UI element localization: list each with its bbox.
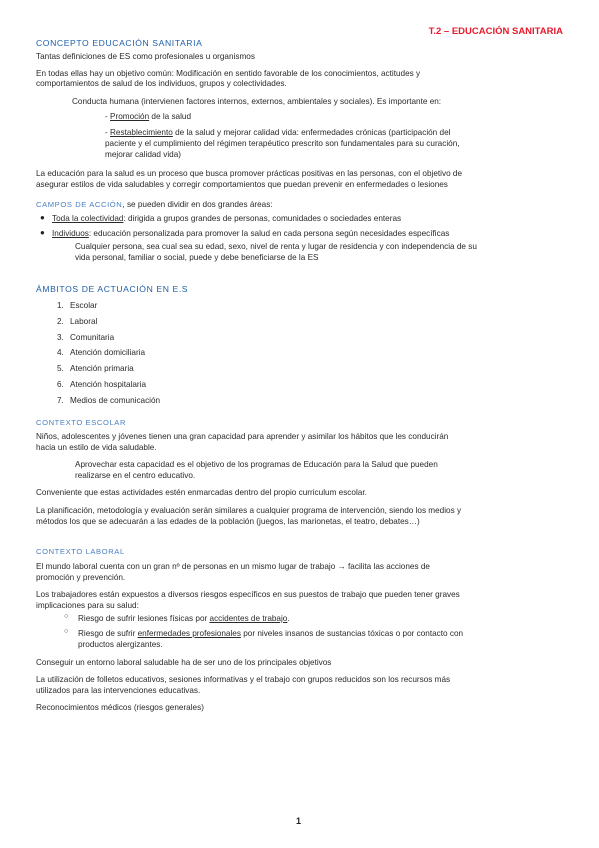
text: por niveles insanos de sustancias tóxicas o por contacto con [240,629,464,638]
text: Riesgo de sufrir lesiones físicas por [78,614,210,623]
text: Riesgo de sufrir [78,629,138,638]
sub-paragraph: vida personal, familiar o social, puede y debe beneficiarse de la ES [75,253,319,262]
ambito-item: Atención domiciliaria [70,348,146,358]
text: de la salud y mejorar calidad vida: enfermedades crónicas (participación del [172,128,451,137]
text: de la salud [149,112,192,121]
campos-intro [36,200,273,211]
underlined-term: Promoción [110,112,150,121]
paragraph: hacia un estilo de vida saludable. [36,443,157,452]
paragraph: utilizados para las intervenciones educativas. [36,686,201,695]
underlined-term: enfermedades profesionales [137,629,241,638]
ambito-item: Atención hospitalaria [70,380,147,389]
list-number: 4. [57,348,64,358]
risk-item-accidentes [78,614,290,625]
list-item-continuation: mejorar calidad vida) [105,150,181,159]
underlined-term: Restablecimiento [110,128,173,137]
bullet-item-individuos [52,229,449,240]
text: , se pueden dividir en dos grandes áreas: [122,200,273,209]
list-number: 1. [57,301,64,310]
paragraph: La utilización de folletos educativos, sesiones informativas y el trabajo con grupos reducidos son los recursos más [36,675,451,684]
paragraph: Conseguir un entorno laboral saludable ha de ser uno de los principales objetivos [36,658,332,667]
list-item-promocion [105,112,191,123]
risk-item-enfermedades [78,629,463,640]
list-item-continuation: paciente y el cumplimiento del régimen terapéutico prescrito son fundamentales para su curación, [105,139,460,148]
paragraph: Reconocimientos médicos (riesgos generales) [36,703,204,712]
list-number: 3. [57,332,64,342]
underlined-term: accidentes de trabajo [209,614,288,623]
list-number: 5. [57,364,64,374]
dash: - [105,112,111,121]
circle-bullet-icon: ○ [64,613,69,620]
dash: - [105,128,111,137]
paragraph: Tantas definiciones de ES como profesionales u organismos [36,52,255,61]
ambito-item: Atención primaria [70,364,134,374]
paragraph: Los trabajadores están expuestos a diversos riesgos específicos en sus puestos de trabajo que pueden tener graves [36,590,460,599]
paragraph: implicaciones para su salud: [36,601,139,610]
risk-item-continuation: productos alergizantes. [78,640,163,649]
section-heading-laboral: CONTEXTO LABORAL [36,547,125,556]
list-item-restablecimiento [105,128,450,139]
text: . [287,614,290,623]
text: : educación personalizada para promover la salud en cada persona según necesidades específicas [88,229,450,238]
paragraph: promoción y prevención. [36,573,126,582]
list-number: 7. [57,395,64,405]
section-heading-campos: CAMPOS DE ACCIÓN [36,200,123,209]
paragraph: En todas ellas hay un objetivo común: Modificación en sentido favorable de los conocimientos, actitudes y [36,69,421,78]
section-heading-ambitos: ÁMBITOS DE ACTUACIÓN EN E.S [36,284,189,294]
paragraph: Conveniente que estas actividades estén enmarcadas dentro del propio curriculum escolar. [36,488,367,497]
paragraph-indented: Aprovechar esta capacidad es el objetivo de los programas de Educación para la Salud que pueden [75,460,438,469]
list-number: 2. [57,316,64,326]
bullet-icon: ● [40,213,45,222]
paragraph: La educación para la salud es un proceso que busca promover prácticas positivas en las personas, con el objetivo de [36,169,463,178]
circle-bullet-icon: ○ [64,628,69,635]
paragraph: métodos los que se adecuarán a las edades de la población (juegos, las marionetas, el teatro, debates…) [36,517,420,526]
text: : dirigida a grupos grandes de personas, comunidades o sociedades enteras [123,214,402,223]
page-number: 1 [296,816,302,826]
bullet-item-colectividad [52,214,401,225]
paragraph: Niños, adolescentes y jóvenes tienen una gran capacidad para aprender y asimilar los hábitos que les conducirán [36,432,449,441]
paragraph-indented: Conducta humana (intervienen factores internos, externos, ambientales y sociales). Es importante en: [72,97,442,106]
paragraph: La planificación, metodología y evaluación serán similares a cualquier programa de intervención, siendo los medios y [36,506,462,515]
section-heading-concepto: CONCEPTO EDUCACIÓN SANITARIA [36,38,203,48]
paragraph-indented: realizarse en el centro educativo. [75,471,196,480]
paragraph: El mundo laboral cuenta con un gran nº de personas en un mismo lugar de trabajo → facilita las acciones de [36,562,430,571]
ambito-item: Comunitaria [70,332,115,342]
ambito-item: Escolar [70,301,98,310]
ambito-item: Laboral [70,316,98,326]
section-heading-escolar: CONTEXTO ESCOLAR [36,418,127,427]
paragraph: comportamientos de salud de los individuos, grupos y colectividades. [36,79,287,88]
paragraph: asegurar estilos de vida saludables y corregir comportamientos que puedan prevenir en enfermedades o lesiones [36,180,448,189]
bullet-icon: ● [40,228,45,237]
document-title: T.2 – EDUCACIÓN SANITARIA [428,26,563,37]
sub-paragraph: Cualquier persona, sea cual sea su edad, sexo, nivel de renta y lugar de residencia y con independencia de su [75,242,477,251]
list-number: 6. [57,380,64,389]
ambito-item: Medios de comunicación [70,395,161,405]
underlined-term: Toda la colectividad [52,214,124,223]
underlined-term: Individuos [52,229,89,238]
